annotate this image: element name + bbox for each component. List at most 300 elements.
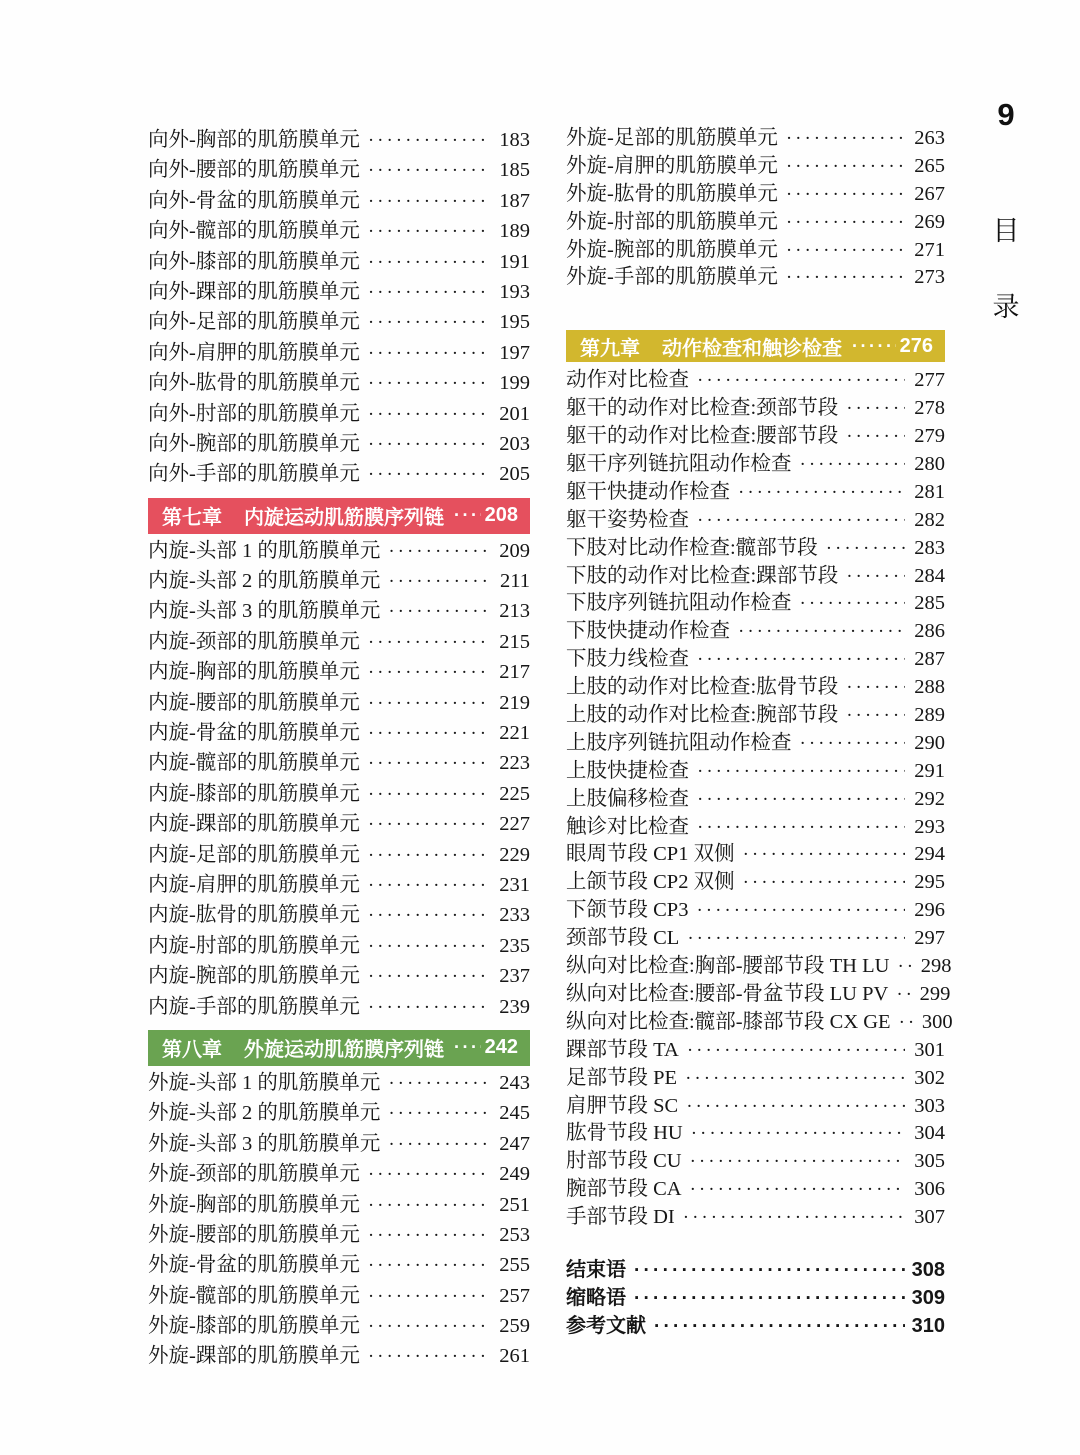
toc-entry <box>566 153 945 181</box>
toc-entry-title: 下肢对比动作检查:髋部节段 <box>566 536 818 559</box>
toc-entry-page-number: 249 <box>499 1163 530 1186</box>
toc-entry-title: 外旋-膝部的肌筋膜单元 <box>148 1315 360 1338</box>
toc-entry-title: 腕部节段 CA <box>566 1178 682 1201</box>
toc-entry <box>566 618 945 646</box>
toc-entry-title: 躯干的动作对比检查:腰部节段 <box>566 425 839 448</box>
toc-entry <box>566 507 945 535</box>
chapter-label: 第七章 <box>162 507 222 530</box>
toc-entry-page-number: 211 <box>500 570 530 593</box>
toc-entry-title: 外旋-腰部的肌筋膜单元 <box>148 1223 360 1246</box>
toc-entry-page-number: 263 <box>914 127 945 149</box>
toc-entry <box>148 779 530 809</box>
dot-leader <box>687 1037 905 1065</box>
toc-entry-title: 下肢的动作对比检查:踝部节段 <box>566 564 839 587</box>
toc-entry-title: 躯干序列链抗阻动作检查 <box>566 453 792 476</box>
toc-entry-title: 外旋-头部 2 的肌筋膜单元 <box>148 1102 381 1125</box>
toc-entry-title: 外旋-头部 3 的肌筋膜单元 <box>148 1132 381 1155</box>
toc-entry <box>148 368 530 398</box>
toc-block <box>566 367 953 1232</box>
toc-entry-page-number: 267 <box>914 182 945 205</box>
toc-entry <box>148 186 530 216</box>
dot-leader <box>368 1220 490 1251</box>
toc-entry <box>148 1159 530 1189</box>
toc-entry <box>566 535 945 563</box>
toc-entry-page-number: 289 <box>914 704 945 727</box>
dot-leader <box>368 247 490 278</box>
toc-entry-page-number: 304 <box>914 1122 945 1145</box>
dot-leader <box>368 1311 490 1342</box>
toc-entry-title: 外旋-足部的肌筋膜单元 <box>566 127 778 149</box>
toc-entry <box>566 209 945 237</box>
toc-entry-title: 内旋-膝部的肌筋膜单元 <box>148 782 360 805</box>
toc-entry-page-number: 294 <box>914 843 945 866</box>
toc-entry-page-number: 213 <box>499 600 530 623</box>
toc-entry-title: 向外-胸部的肌筋膜单元 <box>148 129 360 151</box>
chapter-page-number: 242 <box>484 1036 518 1059</box>
toc-entry <box>148 125 530 155</box>
toc-entry <box>148 840 530 870</box>
toc-entry-title: 外旋-胸部的肌筋膜单元 <box>148 1193 360 1216</box>
dot-leader <box>368 459 490 490</box>
toc-entry-title: 向外-手部的肌筋膜单元 <box>148 463 360 486</box>
dot-leader <box>368 368 490 399</box>
toc-entry-title: 内旋-肱骨的肌筋膜单元 <box>148 904 360 927</box>
toc-entry-title: 肱骨节段 HU <box>566 1122 683 1145</box>
toc-entry-title: 纵向对比检查:腰部-骨盆节段 LU PV <box>566 982 889 1005</box>
toc-entry-page-number: 296 <box>914 899 945 922</box>
toc-entry-page-number: 271 <box>914 238 945 261</box>
dot-leader <box>388 1129 490 1160</box>
toc-entry-page-number: 221 <box>499 722 530 745</box>
toc-entry <box>566 841 945 869</box>
toc-entry <box>566 237 945 265</box>
toc-entry-page-number: 306 <box>914 1178 945 1201</box>
toc-entry-title: 参考文献 <box>566 1314 646 1337</box>
toc-entry-title: 躯干姿势检查 <box>566 508 689 531</box>
toc-entry <box>566 563 945 591</box>
chapter-page-number: 208 <box>484 504 518 527</box>
dot-leader <box>697 646 905 674</box>
toc-entry <box>148 247 530 277</box>
toc-entry-page-number: 239 <box>499 995 530 1018</box>
toc-entry-title: 向外-踝部的肌筋膜单元 <box>148 280 360 303</box>
toc-entry-title: 外旋-肩胛的肌筋膜单元 <box>566 154 778 177</box>
toc-entry-page-number: 297 <box>914 927 945 950</box>
toc-entry <box>566 590 945 618</box>
toc-entry <box>148 216 530 246</box>
toc-entry <box>566 953 952 981</box>
dot-leader <box>368 338 490 369</box>
toc-entry-page-number: 261 <box>499 1345 530 1368</box>
toc-entry-page-number: 209 <box>499 539 530 562</box>
page-corner <box>982 98 1030 322</box>
toc-entry-page-number: 298 <box>920 955 952 978</box>
toc-entry <box>148 307 530 337</box>
toc-entry-page-number: 301 <box>914 1038 945 1061</box>
toc-entry <box>148 1281 530 1311</box>
dot-leader <box>690 1148 905 1176</box>
dot-leader <box>368 186 490 217</box>
toc-entry-title: 躯干的动作对比检查:颈部节段 <box>566 397 839 420</box>
dot-leader <box>368 216 490 247</box>
toc-entry <box>148 399 530 429</box>
toc-entry-page-number: 199 <box>499 372 530 395</box>
toc-entry <box>148 1068 530 1098</box>
toc-entry <box>566 1148 945 1176</box>
dot-leader <box>368 809 490 840</box>
toc-entry <box>566 125 945 153</box>
toc-entry-page-number: 229 <box>499 843 530 866</box>
toc-entry-page-number: 302 <box>914 1066 945 1089</box>
toc-entry-title: 向外-髋部的肌筋膜单元 <box>148 220 360 243</box>
toc-entry-page-number: 225 <box>499 782 530 805</box>
toc-entry-page-number: 269 <box>914 210 945 233</box>
toc-entry <box>148 1190 530 1220</box>
toc-entry-title: 内旋-手部的肌筋膜单元 <box>148 995 360 1018</box>
toc-entry-page-number: 259 <box>499 1315 530 1338</box>
toc-entry-page-number: 295 <box>914 871 945 894</box>
toc-entry-page-number: 291 <box>914 759 945 782</box>
toc-entry-title: 下颌节段 CP3 <box>566 899 689 922</box>
dot-leader <box>897 953 911 981</box>
toc-entry-title: 向外-膝部的肌筋膜单元 <box>148 250 360 273</box>
toc-entry-title: 外旋-颈部的肌筋膜单元 <box>148 1163 360 1186</box>
toc-block <box>148 536 530 1022</box>
dot-leader <box>388 1068 490 1099</box>
toc-entry-title: 纵向对比检查:胸部-腰部节段 TH LU <box>566 955 890 978</box>
toc-entry <box>566 702 945 730</box>
dot-leader <box>691 1120 905 1148</box>
toc-entry <box>148 1129 530 1159</box>
toc-entry-title: 触诊对比检查 <box>566 815 689 838</box>
toc-entry-title: 上肢的动作对比检查:肱骨节段 <box>566 676 839 699</box>
toc-entry-page-number: 189 <box>499 220 530 243</box>
dot-leader <box>368 1159 490 1190</box>
dot-leader <box>899 1009 913 1037</box>
toc-entry-title: 向外-肱骨的肌筋膜单元 <box>148 372 360 395</box>
toc-entry-title: 内旋-踝部的肌筋膜单元 <box>148 813 360 836</box>
toc-entry-title: 外旋-腕部的肌筋膜单元 <box>566 238 778 261</box>
toc-entry <box>566 646 945 674</box>
toc-entry-title: 踝部节段 TA <box>566 1038 679 1061</box>
dot-leader <box>690 1176 905 1204</box>
toc-entry-page-number: 227 <box>499 813 530 836</box>
toc-entry-page-number: 197 <box>499 341 530 364</box>
toc-entry-page-number: 253 <box>499 1223 530 1246</box>
toc-entry-title: 外旋-肱骨的肌筋膜单元 <box>566 182 778 205</box>
toc-entry-title: 躯干快捷动作检查 <box>566 480 730 503</box>
toc-entry-title: 外旋-肘部的肌筋膜单元 <box>566 210 778 233</box>
toc-entry-title: 动作对比检查 <box>566 369 689 392</box>
toc-entry <box>566 367 945 395</box>
toc-entry-page-number: 282 <box>914 508 945 531</box>
toc-entry <box>148 627 530 657</box>
dot-leader <box>846 702 905 730</box>
dot-leader <box>852 335 896 358</box>
toc-entry-title: 上颌节段 CP2 双侧 <box>566 871 735 894</box>
toc-entry-page-number: 285 <box>914 592 945 615</box>
toc-entry <box>566 1037 945 1065</box>
toc-entry <box>148 718 530 748</box>
toc-entry-title: 向外-足部的肌筋膜单元 <box>148 311 360 334</box>
dot-leader <box>697 814 905 842</box>
dot-leader <box>368 1190 490 1221</box>
toc-entry <box>148 459 530 489</box>
toc-column-right <box>566 125 953 1340</box>
toc-entry-page-number: 245 <box>499 1102 530 1125</box>
dot-leader <box>786 181 905 209</box>
toc-entry <box>566 1093 945 1121</box>
dot-leader <box>368 307 490 338</box>
toc-entry <box>566 758 945 786</box>
dot-leader <box>654 1312 905 1341</box>
toc-entry-title: 内旋-足部的肌筋膜单元 <box>148 843 360 866</box>
toc-entry-title: 内旋-腕部的肌筋膜单元 <box>148 965 360 988</box>
toc-entry-title: 足部节段 PE <box>566 1066 678 1089</box>
toc-entry <box>148 277 530 307</box>
dot-leader <box>786 153 905 181</box>
toc-entry-page-number: 309 <box>911 1286 945 1309</box>
toc-entry <box>566 1284 945 1312</box>
toc-entry <box>148 429 530 459</box>
dot-leader <box>368 1341 490 1372</box>
toc-entry <box>566 451 945 479</box>
toc-entry-page-number: 303 <box>914 1094 945 1117</box>
dot-leader <box>896 981 910 1009</box>
dot-leader <box>685 1065 905 1093</box>
toc-entry <box>566 869 945 897</box>
toc-entry-page-number: 191 <box>499 250 530 273</box>
toc-entry-page-number: 217 <box>499 661 530 684</box>
toc-entry-title: 内旋-肘部的肌筋膜单元 <box>148 934 360 957</box>
toc-entry-title: 下肢力线检查 <box>566 648 689 671</box>
toc-entry-page-number: 308 <box>911 1258 945 1281</box>
dot-leader <box>368 657 490 688</box>
toc-entry-page-number: 233 <box>499 904 530 927</box>
toc-entry-title: 向外-骨盆的肌筋膜单元 <box>148 189 360 212</box>
toc-entry-page-number: 280 <box>914 453 945 476</box>
toc-entry-title: 外旋-骨盆的肌筋膜单元 <box>148 1254 360 1277</box>
toc-entry-page-number: 203 <box>499 432 530 455</box>
toc-entry-title: 纵向对比检查:髋部-膝部节段 CX GE <box>566 1010 891 1033</box>
toc-entry-page-number: 292 <box>914 787 945 810</box>
toc-entry <box>566 674 945 702</box>
toc-entry-title: 上肢偏移检查 <box>566 787 689 810</box>
toc-entry-title: 向外-腕部的肌筋膜单元 <box>148 432 360 455</box>
dot-leader <box>683 1204 905 1232</box>
dot-leader <box>388 1098 490 1129</box>
toc-entry <box>566 1009 953 1037</box>
toc-block <box>148 125 530 490</box>
toc-entry-page-number: 231 <box>499 873 530 896</box>
toc-entry <box>148 688 530 718</box>
toc-entry <box>566 479 945 507</box>
toc-entry <box>148 536 530 566</box>
dot-leader <box>388 536 490 567</box>
toc-entry-page-number: 277 <box>914 369 945 392</box>
dot-leader <box>738 479 905 507</box>
toc-vertical-title <box>982 216 1030 322</box>
toc-block <box>148 1068 530 1372</box>
chapter-header <box>148 1030 530 1066</box>
toc-entry-title: 上肢的动作对比检查:腕部节段 <box>566 704 839 727</box>
chapter-label: 第九章 <box>580 337 640 360</box>
dot-leader <box>697 758 905 786</box>
dot-leader <box>368 277 490 308</box>
dot-leader <box>368 992 490 1023</box>
toc-entry <box>148 1311 530 1341</box>
dot-leader <box>786 209 905 237</box>
toc-entry-title: 肩胛节段 SC <box>566 1094 679 1117</box>
toc-entry <box>566 264 945 292</box>
dot-leader <box>368 779 490 810</box>
dot-leader <box>388 566 490 597</box>
toc-entry-page-number: 287 <box>914 648 945 671</box>
toc-entry-title: 向外-腰部的肌筋膜单元 <box>148 159 360 182</box>
toc-entry <box>148 961 530 991</box>
toc-entry-title: 缩略语 <box>566 1286 626 1309</box>
toc-entry <box>148 809 530 839</box>
toc-entry-page-number: 286 <box>914 620 945 643</box>
toc-entry-page-number: 281 <box>914 480 945 503</box>
toc-entry-page-number: 251 <box>499 1193 530 1216</box>
toc-entry-title: 眼周节段 CP1 双侧 <box>566 843 735 866</box>
toc-entry-page-number: 235 <box>499 934 530 957</box>
toc-entry-page-number: 183 <box>499 129 530 151</box>
dot-leader <box>388 596 490 627</box>
toc-entry-page-number: 290 <box>914 731 945 754</box>
toc-entry-title: 外旋-头部 1 的肌筋膜单元 <box>148 1071 381 1094</box>
toc-entry-page-number: 288 <box>914 676 945 699</box>
chapter-title: 内旋运动肌筋膜序列链 <box>244 507 444 530</box>
toc-entry-page-number: 310 <box>911 1314 945 1337</box>
dot-leader <box>454 504 481 527</box>
dot-leader <box>687 925 905 953</box>
dot-leader <box>786 125 905 153</box>
dot-leader <box>368 1281 490 1312</box>
dot-leader <box>697 367 905 395</box>
toc-entry <box>566 423 945 451</box>
dot-leader <box>368 840 490 871</box>
chapter-title: 动作检查和触诊检查 <box>662 337 842 360</box>
toc-entry-page-number: 284 <box>914 564 945 587</box>
toc-entry-title: 外旋-手部的肌筋膜单元 <box>566 266 778 289</box>
dot-leader <box>697 786 905 814</box>
toc-entry-title: 下肢快捷动作检查 <box>566 620 730 643</box>
dot-leader <box>368 718 490 749</box>
toc-entry-title: 下肢序列链抗阻动作检查 <box>566 592 792 615</box>
toc-entry-page-number: 257 <box>499 1284 530 1307</box>
dot-leader <box>368 627 490 658</box>
toc-entry <box>566 925 945 953</box>
dot-leader <box>368 900 490 931</box>
toc-entry <box>566 786 945 814</box>
toc-entry <box>566 1065 945 1093</box>
dot-leader <box>846 423 905 451</box>
dot-leader <box>786 264 905 292</box>
toc-entry <box>148 155 530 185</box>
toc-entry <box>566 1204 945 1232</box>
toc-block <box>566 125 945 292</box>
toc-entry-title: 内旋-肩胛的肌筋膜单元 <box>148 873 360 896</box>
toc-entry-page-number: 247 <box>499 1132 530 1155</box>
toc-entry-page-number: 205 <box>499 463 530 486</box>
toc-entry-title: 内旋-头部 1 的肌筋膜单元 <box>148 539 381 562</box>
toc-entry-page-number: 223 <box>499 752 530 775</box>
toc-entry-page-number: 187 <box>499 189 530 212</box>
dot-leader <box>368 961 490 992</box>
toc-entry <box>566 181 945 209</box>
toc-entry <box>566 395 945 423</box>
toc-entry-title: 内旋-头部 3 的肌筋膜单元 <box>148 600 381 623</box>
dot-leader <box>634 1256 905 1285</box>
toc-entry <box>566 1256 945 1284</box>
toc-entry-page-number: 279 <box>914 425 945 448</box>
toc-entry-title: 上肢序列链抗阻动作检查 <box>566 731 792 754</box>
toc-entry-title: 内旋-颈部的肌筋膜单元 <box>148 630 360 653</box>
dot-leader <box>696 897 905 925</box>
dot-leader <box>368 748 490 779</box>
dot-leader <box>800 451 906 479</box>
dot-leader <box>846 674 905 702</box>
toc-entry-page-number: 278 <box>914 397 945 420</box>
toc-entry-page-number: 215 <box>499 630 530 653</box>
dot-leader <box>846 563 905 591</box>
toc-entry-title: 结束语 <box>566 1258 626 1281</box>
dot-leader <box>368 429 490 460</box>
toc-entry-page-number: 283 <box>914 536 945 559</box>
toc-entry-page-number: 305 <box>914 1150 945 1173</box>
dot-leader <box>368 399 490 430</box>
toc-entry <box>148 931 530 961</box>
toc-entry-title: 内旋-腰部的肌筋膜单元 <box>148 691 360 714</box>
dot-leader <box>846 395 905 423</box>
toc-title-char: 目 <box>992 216 1020 246</box>
toc-entry-page-number: 293 <box>914 815 945 838</box>
toc-entry-page-number: 219 <box>499 691 530 714</box>
dot-leader <box>454 1036 481 1059</box>
toc-entry <box>566 1312 945 1340</box>
toc-entry <box>566 897 945 925</box>
chapter-title: 外旋运动肌筋膜序列链 <box>244 1039 444 1062</box>
toc-entry <box>566 730 945 758</box>
dot-leader <box>743 869 905 897</box>
toc-block <box>566 1256 945 1340</box>
toc-entry-title: 上肢快捷检查 <box>566 759 689 782</box>
toc-entry-page-number: 300 <box>921 1010 953 1033</box>
dot-leader <box>368 155 490 186</box>
toc-entry-title: 向外-肩胛的肌筋膜单元 <box>148 341 360 364</box>
toc-entry <box>148 870 530 900</box>
dot-leader <box>800 590 906 618</box>
toc-entry <box>148 566 530 596</box>
chapter-header <box>566 330 945 362</box>
toc-entry <box>148 748 530 778</box>
chapter-label: 第八章 <box>162 1039 222 1062</box>
toc-entry <box>566 1120 945 1148</box>
dot-leader <box>368 931 490 962</box>
toc-entry <box>566 814 945 842</box>
toc-column-left <box>148 125 530 1372</box>
toc-entry-page-number: 201 <box>499 402 530 425</box>
toc-entry <box>148 1341 530 1371</box>
toc-entry-title: 内旋-胸部的肌筋膜单元 <box>148 661 360 684</box>
toc-entry <box>148 657 530 687</box>
toc-entry <box>148 596 530 626</box>
toc-entry-page-number: 299 <box>919 982 951 1005</box>
dot-leader <box>634 1284 905 1313</box>
toc-entry-page-number: 185 <box>499 159 530 182</box>
